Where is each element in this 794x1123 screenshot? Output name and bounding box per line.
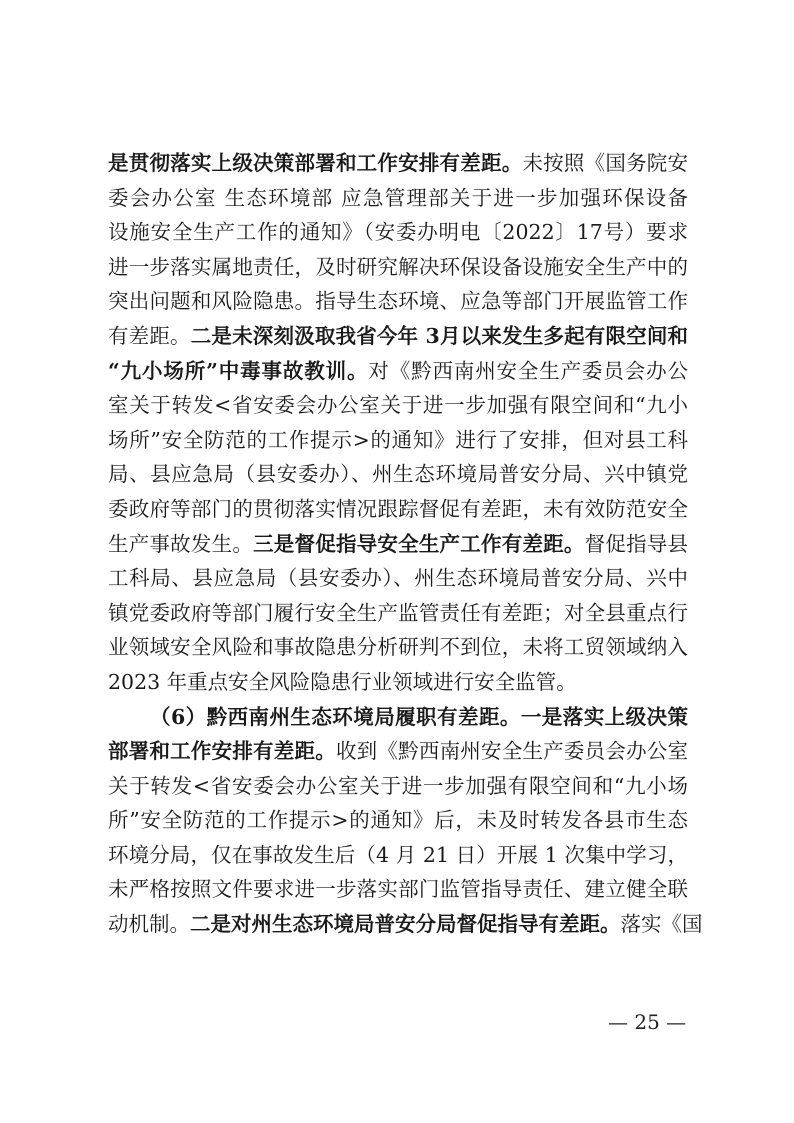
text-line [108, 630, 688, 665]
text-line [108, 215, 688, 250]
text-line [108, 838, 688, 873]
bold-text-run: （6）黔西南州生态环境局履职有差距。一是落实上级决策 [150, 704, 688, 729]
text-run: 镇党委政府等部门履行安全生产监管责任有差距；对全县重点行 [108, 600, 688, 625]
text-line [108, 769, 688, 804]
bold-text-run: “九小场所”中毒事故教训。 [108, 358, 369, 383]
text-run: 对《黔西南州安全生产委员会办公 [368, 358, 688, 383]
text-run: 所”安全防范的工作提示>的通知》后，未及时转发各县市生态 [108, 808, 688, 833]
text-run: 设施安全生产工作的通知》（安委办明电〔2022〕17号）要求 [108, 220, 688, 245]
text-run: 收到《黔西南州安全生产委员会办公室 [335, 739, 689, 764]
text-run: 室关于转发<省安委会办公室关于进一步加强有限空间和“九小 [108, 393, 688, 418]
text-line [108, 561, 688, 596]
bold-text-run: 二是未深刻汲取我省今年 3月以来发生多起有限空间和 [190, 323, 688, 348]
text-line [108, 284, 688, 319]
text-line [108, 734, 688, 769]
text-run: 进一步落实属地责任，及时研究解决环保设备设施安全生产中的 [108, 254, 688, 279]
text-run: 未按照《国务院安 [522, 151, 689, 175]
text-run: 业领域安全风险和事故隐患分析研判不到位，未将工贸领域纳入 [108, 635, 688, 660]
bold-text-run: 二是对州生态环境局普安分局督促指导有差距。 [190, 912, 621, 937]
page-number: — 25 — [608, 1010, 687, 1034]
text-line [108, 457, 688, 492]
text-run: 环境分局，仅在事故发生后（4 月 21 日）开展 1 次集中学习， [108, 842, 688, 867]
text-line [108, 388, 688, 423]
text-run: 场所”安全防范的工作提示>的通知》进行了安排，但对县工科 [108, 427, 688, 452]
text-run: 局、县应急局（县安委办）、州生态环境局普安分局、兴中镇党 [108, 462, 688, 487]
text-run: 委政府等部门的贯彻落实情况跟踪督促有差距，未有效防范安全 [108, 496, 688, 521]
text-line [108, 665, 688, 700]
text-run: 有差距。 [108, 323, 191, 348]
text-run: 突出问题和风险隐患。指导生态环境、应急等部门开展监管工作 [108, 289, 688, 314]
text-line [108, 181, 688, 216]
text-run: 动机制。 [108, 912, 190, 937]
text-line [108, 492, 688, 527]
text-line [108, 700, 688, 735]
text-line [108, 907, 703, 942]
text-line [108, 250, 688, 285]
text-line [108, 319, 688, 354]
text-line [108, 872, 688, 907]
text-run: 督促指导县 [584, 531, 689, 556]
text-line [108, 423, 688, 458]
body-text [108, 146, 703, 942]
text-line [108, 803, 688, 838]
text-run: 生产事故发生。 [108, 531, 254, 556]
text-line [108, 596, 688, 631]
text-run: 落实《国 [620, 912, 703, 937]
bold-text-run: 三是督促指导安全生产工作有差距。 [253, 531, 585, 556]
bold-text-run: 是贯彻落实上级决策部署和工作安排有差距。 [108, 151, 523, 175]
bold-text-run: 部署和工作安排有差距。 [108, 739, 336, 764]
text-run: 关于转发<省安委会办公室关于进一步加强有限空间和“九小场 [108, 773, 688, 798]
text-run: 委会办公室 生态环境部 应急管理部关于进一步加强环保设备 [108, 185, 688, 210]
text-line [108, 527, 688, 562]
text-run: 未严格按照文件要求进一步落实部门监管指导责任、建立健全联 [108, 877, 688, 902]
text-run: 工科局、县应急局（县安委办）、州生态环境局普安分局、兴中 [108, 566, 688, 591]
text-run: 2023 年重点安全风险隐患行业领域进行安全监管。 [108, 669, 577, 694]
text-line [108, 146, 688, 181]
text-line [108, 354, 688, 389]
